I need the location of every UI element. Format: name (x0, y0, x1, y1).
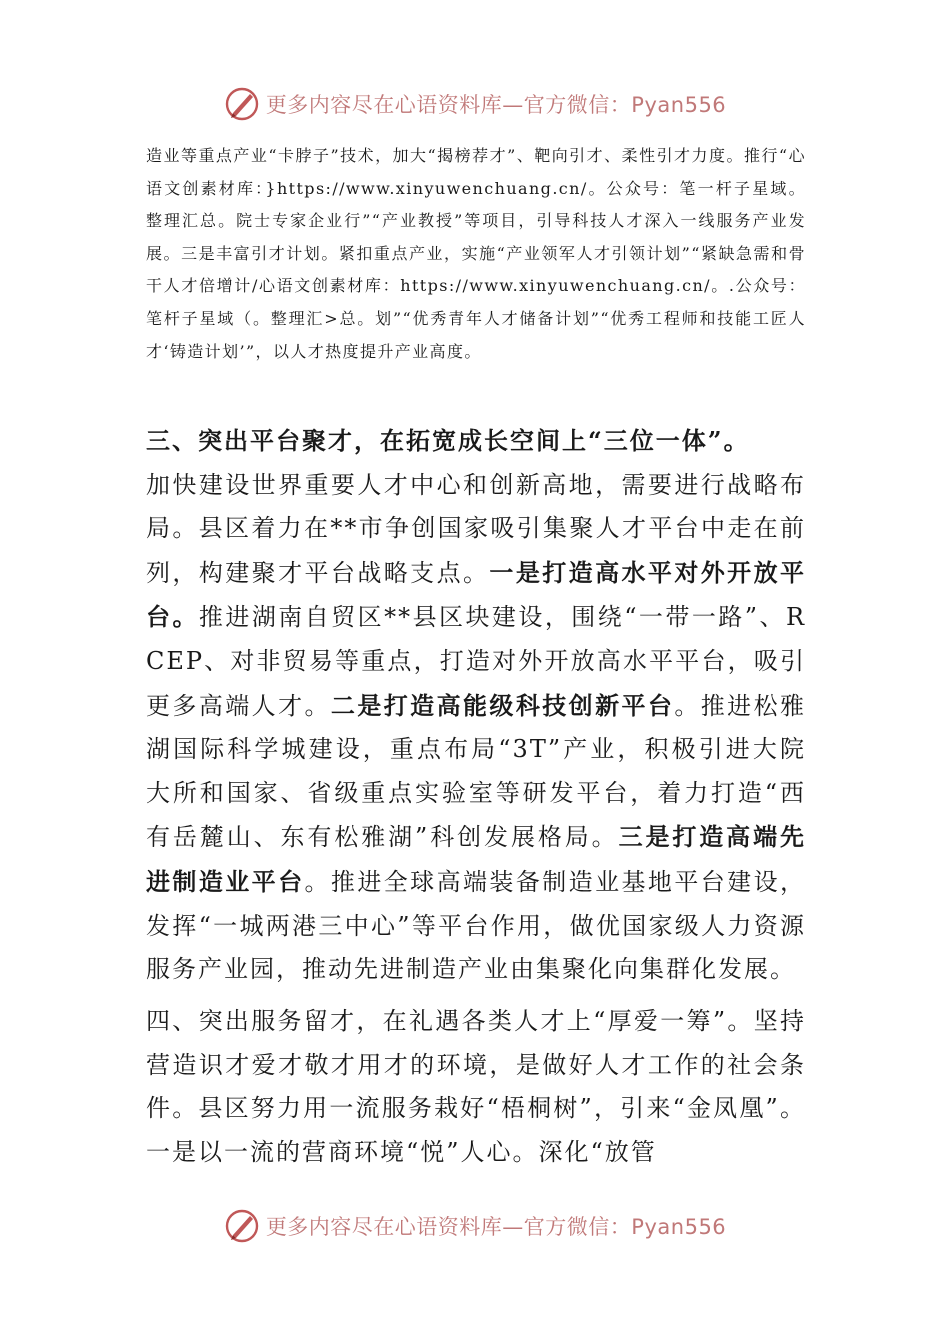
section-3-heading: 三、突出平台聚才，在拓宽成长空间上“三位一体”。 (146, 426, 750, 455)
paragraph-talent-attraction: 造业等重点产业“卡脖子”技术，加大“揭榜荐才”、靶向引才、柔性引才力度。推行“心语文创素材库：}https://www.xinyuwenchuang.cn/。公众号：笔一杆子星域。整理汇总。院士专家企业行”“产业教授”等项目，引导科技人才深入一线服务产业发展。三是丰富引才计划。紧扣重点产业，实施“产业领军人才引领计划”“紧缺急需和骨干人才倍增计/心语文创素材库：https://www.xinyuwenchuang.cn/。.公众号：笔杆子星域（。整理汇>总。划”“优秀青年人才储备计划”“优秀工程师和技能工匠人才‘铸造计划’”，以人才热度提升产业高度。 (146, 146, 806, 361)
banner-text: 更多内容尽在心语资料库—官方微信：Pyan556 (265, 1215, 727, 1239)
section-3-point-1-text: 推进湖南自贸区**县区块建设，围绕“一带一路”、RCEP、对非贸易等重点，打造对外开放高水平平台，吸引更多高端人才。 (146, 603, 807, 720)
pen-logo-icon (224, 1208, 260, 1244)
section-3-point-1-title: 一是打造高水平对外开放平台。 (146, 557, 807, 632)
section-3-point-2-title: 二是打造高能级科技创新平台 (330, 690, 675, 720)
section-3-point-2-text: 。推进松雅湖国际科学城建设，重点布局“3T”产业，积极引进大院大所和国家、省级重点实验室等研发平台，着力打造“西有岳麓山、东有松雅湖”科创发展格局。 (146, 691, 807, 852)
section-3-paragraph (146, 419, 806, 992)
section-3-point-3-title: 三是打造高端先进制造业平台 (146, 822, 806, 896)
section-3-point-3-text: 。推进全球高端装备制造业基地平台建设，发挥“一城两港三中心”等平台作用，做优国家级人力资源服务产业园，推动先进制造产业由集聚化向集群化发展。 (146, 867, 806, 984)
footer-banner (0, 1208, 950, 1244)
section-4-paragraph: 四、突出服务留才，在礼遇各类人才上“厚爱一筹”。坚持营造识才爱才敬才用才的环境，是做好人才工作的社会条件。县区努力用一流服务栽好“梧桐树”，引来“金凤凰”。一是以一流的营商环境“悦”人心。深化“放管 (146, 1007, 806, 1166)
header-banner (0, 86, 950, 122)
pen-logo-icon (224, 86, 260, 122)
banner-text: 更多内容尽在心语资料库—官方微信：Pyan556 (265, 93, 727, 117)
section-3-intro: 加快建设世界重要人才中心和创新高地，需要进行战略布局。县区着力在**市争创国家吸引集聚人才平台中走在前列，构建聚才平台战略支点。 (146, 470, 806, 587)
